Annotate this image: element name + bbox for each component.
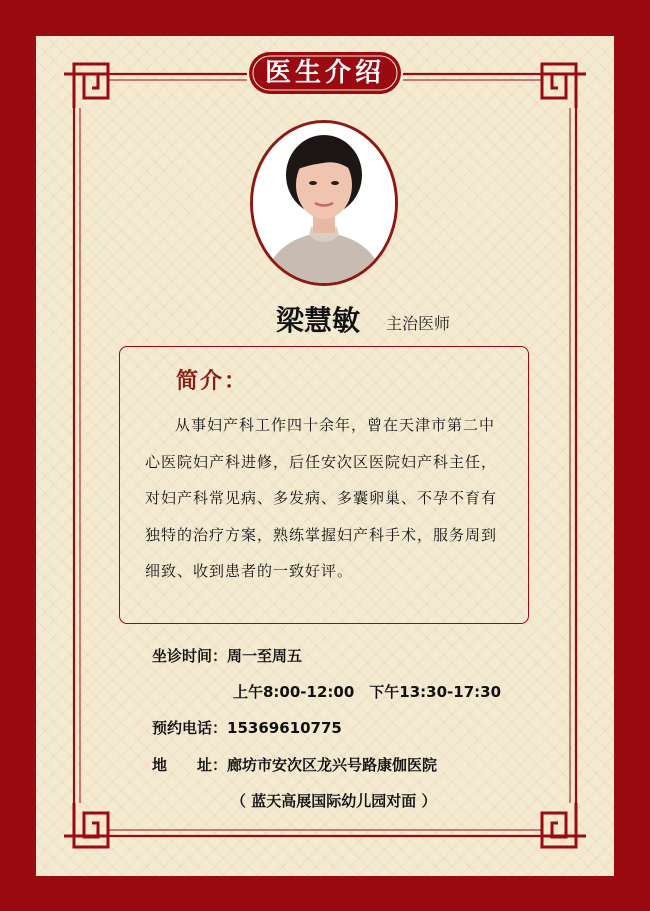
corner-fret-bottom-left [64,803,108,847]
page-title: 医生介绍 [264,58,385,88]
corner-fret-top-left [64,64,108,108]
title-banner [247,50,403,96]
hours-label: 坐诊时间： [152,647,228,665]
doctor-title: 主治医师 [386,314,451,333]
doctor-photo [250,120,398,286]
portrait-illustration [253,123,395,283]
hours-times: 上午8:00-12:00 下午13:30-17:30 [233,683,502,701]
intro-paragraph: 从事妇产科工作四十余年，曾在天津市第二中心医院妇产科进修，后任安次区医院妇产科主任，对妇产科常见病、多发病、多囊卵巢、不孕不育有独特的治疗方案，熟练掌握妇产科手术，服务周到细致、收到患者的一致好评。 [145,416,498,580]
corner-fret-bottom-right [542,803,586,847]
address-line [152,754,437,775]
hours-line [152,645,302,666]
address-value: 廊坊市安次区龙兴号路康伽医院 [227,756,438,774]
hours-days: 周一至周五 [227,647,303,665]
phone-value: 15369610775 [227,719,342,737]
corner-fret-top-right [542,64,586,108]
doctor-name: 梁慧敏 [276,304,361,337]
address-label: 地 址： [152,756,228,774]
intro-heading: 简介： [176,369,249,394]
address-note: （ 蓝天高展国际幼儿园对面 ） [231,792,437,810]
phone-label: 预约电话： [152,719,228,737]
phone-line [152,717,342,738]
